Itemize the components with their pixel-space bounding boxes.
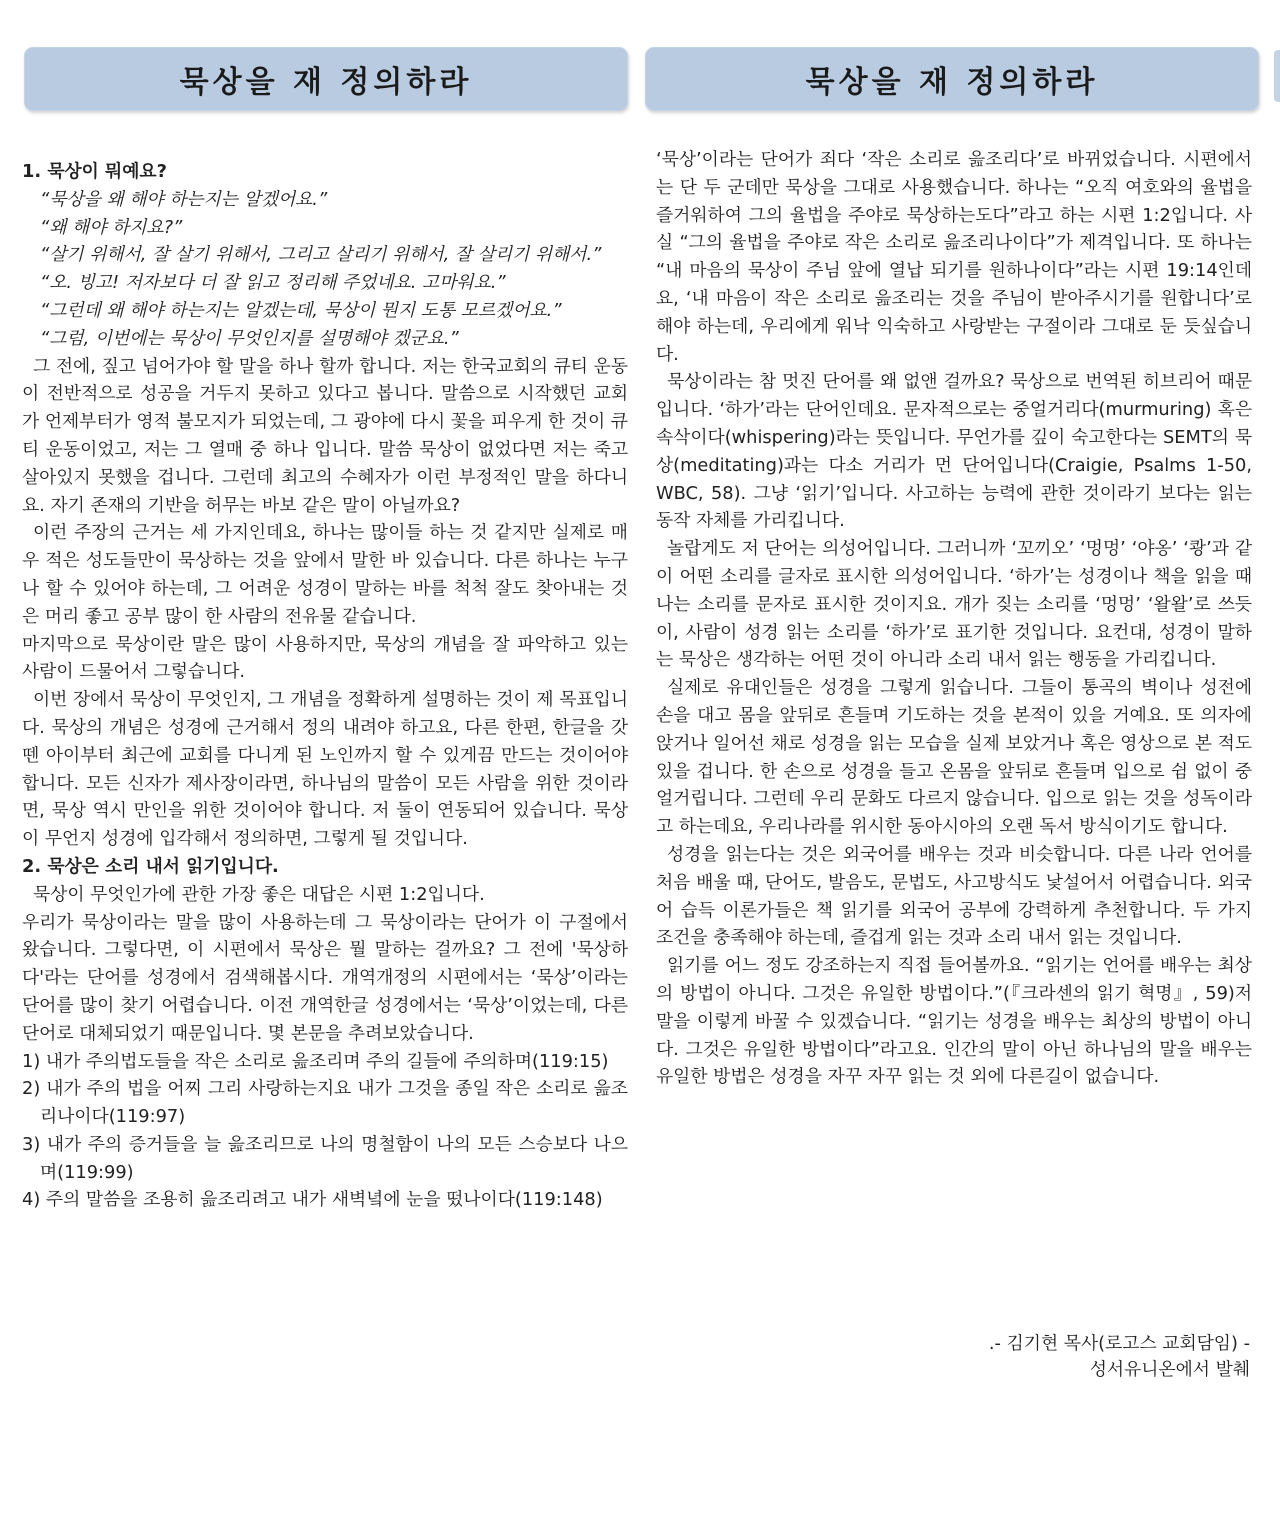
verse-list-item: 1) 내가 주의법도들을 작은 소리로 읊조리며 주의 길들에 주의하며(119:15)	[22, 1050, 609, 1072]
right-title-banner	[645, 47, 1259, 111]
dialogue-quote: “그럼, 이번에는 묵상이 무엇인지를 설명해야 겠군요.”	[40, 327, 459, 349]
right-title: 묵상을 재 정의하라	[805, 65, 1099, 100]
body-paragraph: ‘묵상’이라는 단어가 죄다 ‘작은 소리로 읊조리다’로 바뀌었습니다. 시편에서는 단 두 군데만 묵상을 그대로 사용했습니다. 하나는 “오직 여호와의 율법을 즐거워하여 그의 율법을 주야로 묵상하는도다”라고 하는 시편 1:2입니다. 사실 “그의 율법을 주야로 작은 소리로 읊조리나이다”가 제격입니다. 또 하나는 “내 마음의 묵상이 주님 앞에 열납 되기를 원하나이다”라는 시편 19:14인데요, ‘내 마음이 작은 소리로 읊조리는 것을 주님이 받아주시기를 원합니다’로 해야 하는데, 우리에게 워낙 익숙하고 사랑받는 구절이라 그대로 둔 듯싶습니다.	[656, 149, 1252, 365]
dialogue-quote: “묵상을 왜 해야 하는지는 알겠어요.”	[40, 188, 328, 210]
body-paragraph: 읽기를 어느 정도 강조하는지 직접 들어볼까요. “읽기는 언어를 배우는 최상의 방법이 아니다. 그것은 유일한 방법이다.”(『크라센의 읽기 혁명』, 59)저 말을 이렇게 바꿀 수 있겠습니다. “읽기는 성경을 배우는 최상의 방법이 아니다. 그것은 유일한 방법이다”라고요. 인간의 말이 아닌 하나님의 말을 배우는 유일한 방법은 성경을 자꾸 자꾸 읽는 것 외에 다른길이 없습니다.	[656, 955, 1252, 1088]
dialogue-quote: “오. 빙고! 저자보다 더 잘 읽고 정리해 주었네요. 고마워요.”	[40, 272, 506, 294]
body-paragraph: 성경을 읽는다는 것은 외국어를 배우는 것과 비슷합니다. 다른 나라 언어를 처음 배울 때, 단어도, 발음도, 문법도, 사고방식도 낯설어서 어렵습니다. 외국어 습득 이론가들은 책 읽기를 외국어 공부에 강력하게 추천합니다. 두 가지 조건을 충족해야 하는데, 즐겁게 읽는 것과 소리 내서 읽는 것입니다.	[656, 843, 1252, 949]
left-column	[22, 158, 628, 1214]
next-page-banner-edge	[1274, 50, 1280, 102]
dialogue-quote: “왜 해야 하지요?”	[40, 216, 183, 238]
verse-list-item: 2) 내가 주의 법을 어찌 그리 사랑하는지요 내가 그것을 종일 작은 소리로 읊조리나이다(119:97)	[22, 1078, 628, 1128]
right-column	[656, 146, 1252, 1091]
body-paragraph: 묵상이 무엇인가에 관한 가장 좋은 대답은 시편 1:2입니다.	[33, 883, 485, 905]
body-paragraph: 이번 장에서 묵상이 무엇인지, 그 개념을 정확하게 설명하는 것이 제 목표입니다. 묵상의 개념은 성경에 근거해서 정의 내려야 하고요, 다른 한편, 한글을 갓 뗀 아이부터 최근에 교회를 다니게 된 노인까지 할 수 있게끔 만드는 것이어야 합니다. 모든 신자가 제사장이라면, 하나님의 말씀이 모든 사람을 위한 것이라면, 묵상 역시 만인을 위한 것이어야 합니다. 저 둘이 연동되어 있습니다. 묵상이 무언지 성경에 입각해서 정의하면, 그렇게 될 것입니다.	[22, 689, 628, 850]
verse-list-item: 4) 주의 말씀을 조용히 읊조리려고 내가 새벽녘에 눈을 떴나이다(119:148)	[22, 1189, 603, 1211]
dialogue-quote: “그런데 왜 해야 하는지는 알겠는데, 묵상이 뭔지 도통 모르겠어요.”	[40, 299, 562, 321]
source-credit: 성서유니온에서 발췌	[1089, 1359, 1250, 1380]
body-paragraph: 이런 주장의 근거는 세 가지인데요, 하나는 많이들 하는 것 같지만 실제로 매우 적은 성도들만이 묵상하는 것을 앞에서 말한 바 있습니다. 다른 하나는 누구나 할 수 있어야 하는데, 그 어려운 성경이 말하는 바를 척척 잘도 찾아내는 것은 머리 좋고 공부 많이 한 사람의 전유물 같습니다.	[22, 522, 628, 627]
author-signature: .- 김기현 목사(로고스 교회담임) -	[988, 1333, 1250, 1354]
left-title: 묵상을 재 정의하라	[179, 65, 473, 100]
dialogue-quote: “살기 위해서, 잘 살기 위해서, 그리고 살리기 위해서, 잘 살리기 위해서.”	[40, 244, 602, 266]
body-paragraph: 그 전에, 짚고 넘어가야 할 말을 하나 할까 합니다. 저는 한국교회의 큐티 운동이 전반적으로 성공을 거두지 못하고 있다고 봅니다. 말씀으로 시작했던 교회가 언제부터가 영적 불모지가 되었는데, 그 광야에 다시 꽃을 피우게 한 것이 큐티 운동이었고, 저는 그 열매 중 하나 입니다. 말씀 묵상이 없었다면 저는 죽고 살아있지 못했을 겁니다. 그런데 최고의 수혜자가 이런 부정적인 말을 하다니요. 자기 존재의 기반을 허무는 바보 같은 말이 아닐까요?	[22, 355, 628, 516]
section-1-heading: 1. 묵상이 뭐예요?	[22, 161, 167, 182]
body-paragraph: 놀랍게도 저 단어는 의성어입니다. 그러니까 ‘꼬끼오’ ‘멍멍’ ‘야옹’ ‘쾅’과 같이 어떤 소리를 글자로 표시한 의성어입니다. ‘하가’는 성경이나 책을 읽을 때 나는 소리를 문자로 표시한 것이지요. 개가 짖는 소리를 ‘멍멍’ ‘왈왈’로 쓰듯이, 사람이 성경 읽는 소리를 ‘하가’로 표기한 것입니다. 요컨대, 성경이 말하는 묵상은 생각하는 어떤 것이 아니라 소리 내서 읽는 행동을 가리킵니다.	[656, 538, 1252, 671]
section-2-heading: 2. 묵상은 소리 내서 읽기입니다.	[22, 855, 279, 877]
body-paragraph: 우리가 묵상이라는 말을 많이 사용하는데 그 묵상이라는 단어가 이 구절에서 왔습니다. 그렇다면, 이 시편에서 묵상은 뭘 말하는 걸까요? 그 전에 '묵상하다'라는 단어를 성경에서 검색해봅시다. 개역개정의 시편에서는 ‘묵상’이라는 단어를 많이 찾기 어렵습니다. 이전 개역한글 성경에서는 ‘묵상’이었는데, 다른 단어로 대체되었기 때문입니다. 몇 본문을 추려보았습니다.	[22, 911, 628, 1044]
body-paragraph: 묵상이라는 참 멋진 단어를 왜 없앤 걸까요? 묵상으로 번역된 히브리어 때문입니다. ‘하가’라는 단어인데요. 문자적으로는 중얼거리다(murmuring) 혹은 속삭이다(whispering)라는 뜻입니다. 무언가를 깊이 숙고한다는 SEMT의 묵상(meditating)과는 다소 거리가 먼 단어입니다(Craigie, Psalms 1-50, WBC, 58). 그냥 ‘읽기’입니다. 사고하는 능력에 관한 것이라기 보다는 읽는 동작 자체를 가리킵니다.	[656, 371, 1252, 532]
left-title-banner	[24, 47, 628, 111]
body-paragraph: 마지막으로 묵상이란 말은 많이 사용하지만, 묵상의 개념을 잘 파악하고 있는 사람이 드물어서 그렇습니다.	[22, 633, 628, 683]
verse-list-item: 3) 내가 주의 증거들을 늘 읊조리므로 나의 명철함이 나의 모든 스승보다 나으며(119:99)	[22, 1133, 628, 1183]
body-paragraph: 실제로 유대인들은 성경을 그렇게 읽습니다. 그들이 통곡의 벽이나 성전에 손을 대고 몸을 앞뒤로 흔들며 기도하는 것을 본적이 있을 거예요. 또 의자에 앉거나 일어선 채로 성경을 읽는 모습을 실제 보았거나 혹은 영상으로 본 적도 있을 겁니다. 한 손으로 성경을 들고 온몸을 앞뒤로 흔들며 입으로 쉼 없이 중얼거립니다. 그런데 우리 문화도 다르지 않습니다. 입으로 읽는 것을 성독이라고 하는데요, 우리나라를 위시한 동아시아의 오랜 독서 방식이기도 합니다.	[656, 677, 1252, 838]
